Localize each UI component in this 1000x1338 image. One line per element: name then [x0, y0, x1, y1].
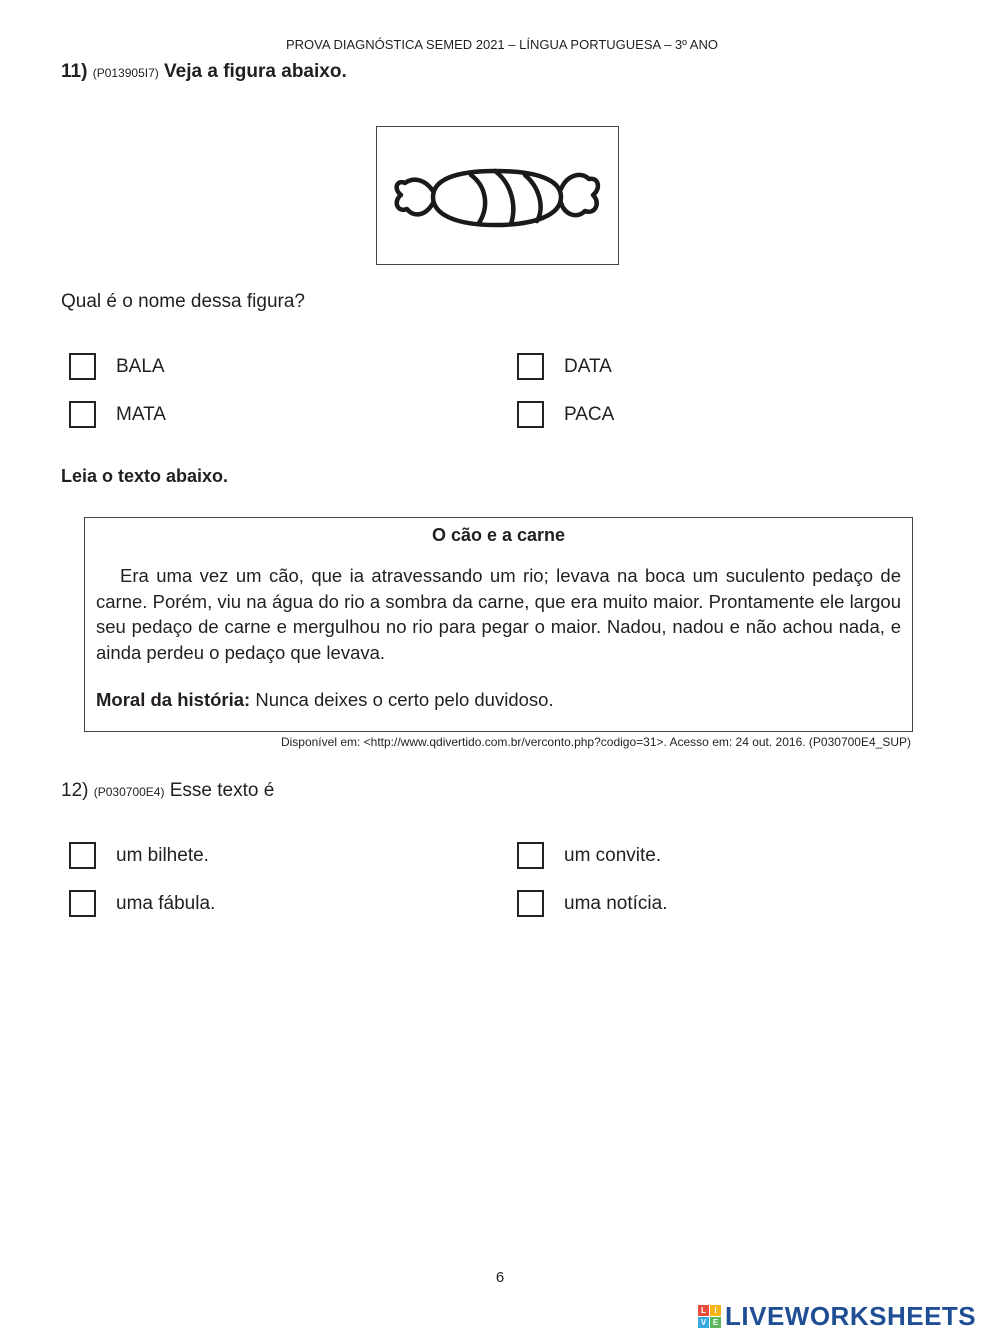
question-11-instruction: Veja a figura abaixo.	[164, 61, 347, 82]
option-label: PACA	[564, 403, 615, 425]
option-label: BALA	[116, 355, 165, 377]
page-number: 6	[495, 1269, 505, 1286]
logo-text: LIVEWORKSHEETS	[725, 1301, 977, 1331]
option-bilhete[interactable]	[69, 842, 209, 869]
option-convite[interactable]	[517, 842, 661, 869]
question-12-number: 12)	[61, 780, 89, 801]
liveworksheets-logo	[698, 1301, 976, 1332]
moral-text: Nunca deixes o certo pelo duvidoso.	[250, 689, 554, 710]
logo-mark-letter: I	[710, 1305, 721, 1316]
text-box	[84, 517, 913, 732]
checkbox[interactable]	[517, 890, 544, 917]
option-fabula[interactable]	[69, 890, 215, 917]
text-body: Era uma vez um cão, que ia atravessando um rio; levava na boca um suculento pedaço de carne. Porém, viu na água do rio a sombra da carne, que era muito maior. Prontamente ele largou seu pedaço de carne e mergulhou no rio para pegar o maior. Nadou, nadou e não achou nada, e ainda perdeu o pedaço que levava.	[96, 565, 901, 663]
option-paca[interactable]	[517, 401, 614, 428]
text-title: O cão e a carne	[431, 525, 566, 545]
checkbox[interactable]	[517, 353, 544, 380]
section-label: Leia o texto abaixo.	[61, 466, 229, 486]
option-mata[interactable]	[69, 401, 166, 428]
question-12-instruction: Esse texto é	[169, 780, 275, 801]
question-12-code: (P030700E4)	[93, 785, 165, 799]
logo-mark-letter: E	[710, 1317, 721, 1328]
checkbox[interactable]	[69, 842, 96, 869]
checkbox[interactable]	[69, 353, 96, 380]
question-11-title	[61, 61, 347, 83]
page-header: PROVA DIAGNÓSTICA SEMED 2021 – LÍNGUA PORTUGUESA – 3º ANO	[286, 37, 718, 52]
checkbox[interactable]	[69, 401, 96, 428]
option-label: DATA	[564, 355, 612, 377]
source-citation: Disponível em: <http://www.qdivertido.com.br/verconto.php?codigo=31>. Acesso em: 24 out. 2016. (P030700E4_SUP)	[280, 735, 911, 749]
moral-label: Moral da história:	[96, 689, 251, 710]
logo-mark-letter: V	[698, 1317, 709, 1328]
question-11-number: 11)	[61, 61, 88, 82]
option-label: uma fábula.	[116, 892, 216, 914]
option-label: uma notícia.	[564, 892, 668, 914]
checkbox[interactable]	[517, 401, 544, 428]
option-noticia[interactable]	[517, 890, 668, 917]
text-moral	[96, 689, 901, 711]
candy-icon	[377, 127, 617, 263]
option-data[interactable]	[517, 353, 612, 380]
logo-mark-icon	[698, 1305, 721, 1328]
option-bala[interactable]	[69, 353, 165, 380]
question-11-code: (P013905I7)	[92, 66, 159, 80]
checkbox[interactable]	[517, 842, 544, 869]
checkbox[interactable]	[69, 890, 96, 917]
option-label: um bilhete.	[116, 844, 209, 866]
option-label: um convite.	[564, 844, 662, 866]
question-11-text: Qual é o nome dessa figura?	[61, 291, 305, 312]
logo-mark-letter: L	[698, 1305, 709, 1316]
question-12-title	[61, 780, 274, 802]
option-label: MATA	[116, 403, 166, 425]
figure-box	[376, 126, 619, 265]
